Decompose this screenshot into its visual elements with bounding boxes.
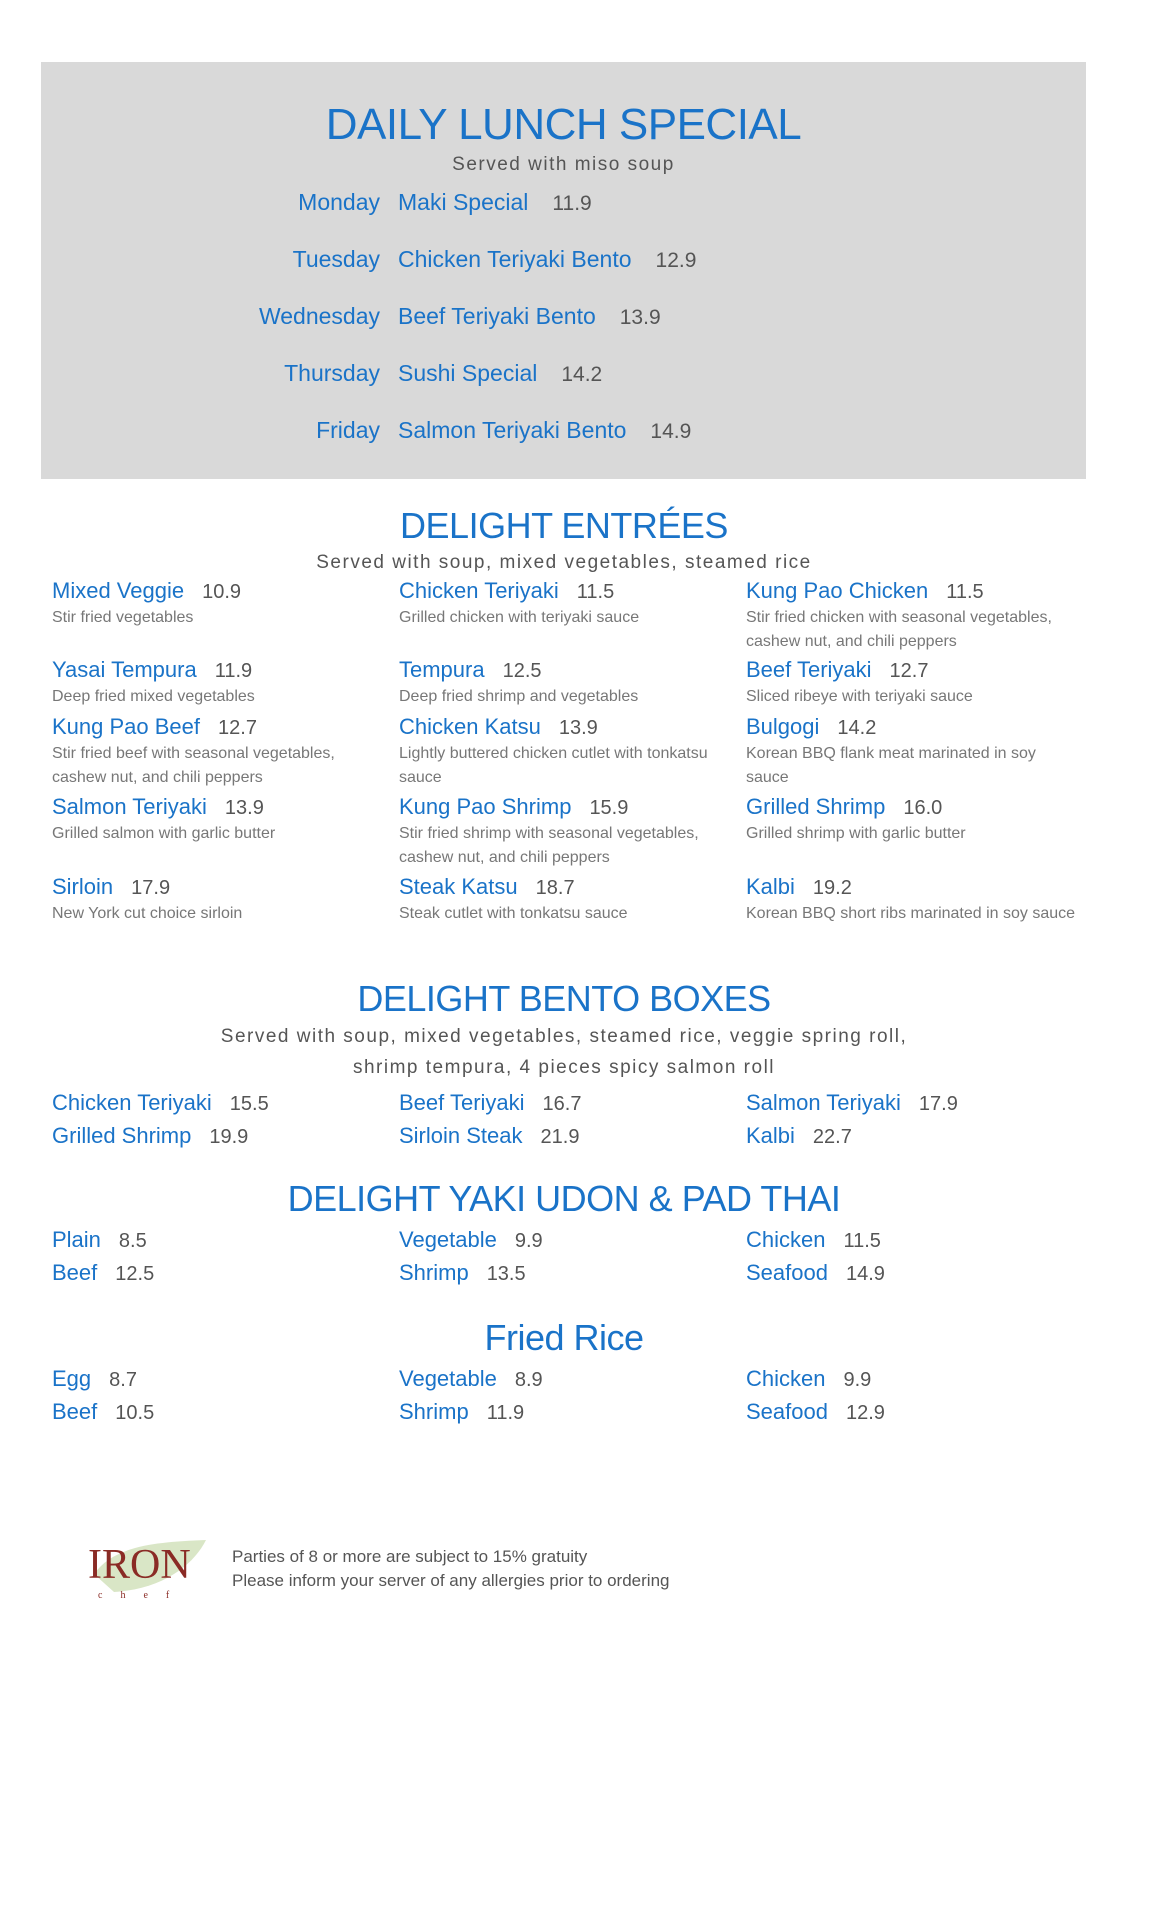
lunch-row-monday bbox=[41, 189, 1086, 219]
item-price: 13.9 bbox=[558, 717, 598, 739]
item-price: 11.9 bbox=[214, 660, 253, 682]
item-name: Salmon Teriyaki bbox=[52, 794, 207, 819]
entree-item bbox=[52, 794, 382, 846]
bento-item bbox=[399, 1123, 729, 1149]
entree-item bbox=[399, 874, 729, 926]
day-label: Thursday bbox=[284, 360, 380, 386]
lunch-row-friday bbox=[41, 417, 1086, 447]
item-price: 19.2 bbox=[812, 877, 852, 899]
rice-title: Fried Rice bbox=[484, 1317, 644, 1358]
entree-item bbox=[399, 794, 729, 870]
item-name: Egg bbox=[52, 1366, 92, 1391]
dish-price: 13.9 bbox=[619, 306, 661, 329]
item-name: Shrimp bbox=[399, 1399, 469, 1424]
rice-item bbox=[746, 1399, 1076, 1425]
entree-item bbox=[52, 874, 382, 926]
item-name: Chicken bbox=[746, 1366, 826, 1391]
item-price: 8.7 bbox=[109, 1369, 137, 1391]
item-price: 10.9 bbox=[202, 581, 242, 603]
item-price: 14.2 bbox=[837, 717, 877, 739]
item-name: Beef bbox=[52, 1260, 98, 1285]
entrees-title: DELIGHT ENTRÉES bbox=[400, 505, 728, 546]
item-name: Kalbi bbox=[746, 1123, 795, 1148]
item-name: Steak Katsu bbox=[399, 874, 518, 899]
item-desc: Sliced ribeye with teriyaki sauce bbox=[746, 688, 973, 705]
item-price: 11.5 bbox=[576, 581, 615, 603]
dish-price: 14.9 bbox=[650, 420, 692, 443]
item-price: 11.5 bbox=[843, 1230, 881, 1252]
day-label: Wednesday bbox=[258, 303, 380, 329]
item-price: 22.7 bbox=[812, 1126, 852, 1148]
item-price: 13.5 bbox=[486, 1263, 526, 1285]
item-name: Chicken Teriyaki bbox=[399, 578, 559, 603]
bento-title: DELIGHT BENTO BOXES bbox=[357, 978, 771, 1019]
bento-item bbox=[52, 1123, 382, 1149]
rice-item bbox=[52, 1366, 382, 1392]
item-price: 16.7 bbox=[542, 1093, 582, 1115]
udon-item bbox=[746, 1260, 1076, 1286]
entrees-subtitle: Served with soup, mixed vegetables, steamed rice bbox=[316, 552, 812, 573]
item-desc: Stir fried beef with seasonal vegetables, cashew nut, and chili peppers bbox=[52, 745, 335, 786]
lunch-subtitle: Served with miso soup bbox=[452, 154, 675, 175]
rice-item bbox=[52, 1399, 382, 1425]
entree-item bbox=[746, 874, 1076, 926]
item-name: Chicken bbox=[746, 1227, 826, 1252]
item-name: Bulgogi bbox=[746, 714, 820, 739]
item-price: 15.5 bbox=[229, 1093, 269, 1115]
dish-name: Salmon Teriyaki Bento bbox=[398, 417, 627, 443]
item-price: 17.9 bbox=[131, 877, 171, 899]
item-name: Sirloin bbox=[52, 874, 114, 899]
item-desc: Korean BBQ flank meat marinated in soy sauce bbox=[746, 745, 1036, 786]
item-price: 19.9 bbox=[209, 1126, 249, 1148]
item-desc: Stir fried chicken with seasonal vegetables, cashew nut, and chili peppers bbox=[746, 609, 1052, 650]
item-price: 13.9 bbox=[224, 797, 264, 819]
udon-item bbox=[52, 1260, 382, 1286]
lunch-row-tuesday bbox=[41, 246, 1086, 276]
item-price: 17.9 bbox=[918, 1093, 958, 1115]
item-price: 11.5 bbox=[946, 581, 984, 603]
item-desc: Korean BBQ short ribs marinated in soy sauce bbox=[746, 905, 1076, 922]
udon-title: DELIGHT YAKI UDON & PAD THAI bbox=[287, 1178, 841, 1219]
item-price: 8.5 bbox=[118, 1230, 147, 1252]
item-name: Vegetable bbox=[399, 1227, 497, 1252]
iron-chef-logo bbox=[84, 1534, 216, 1602]
item-name: Kalbi bbox=[746, 874, 795, 899]
item-price: 12.5 bbox=[115, 1263, 155, 1285]
item-price: 15.9 bbox=[589, 797, 629, 819]
udon-item bbox=[399, 1227, 729, 1253]
item-price: 10.5 bbox=[115, 1402, 155, 1424]
item-name: Vegetable bbox=[399, 1366, 497, 1391]
rice-item bbox=[399, 1366, 729, 1392]
dish-name: Beef Teriyaki Bento bbox=[398, 303, 596, 329]
item-name: Plain bbox=[52, 1227, 101, 1252]
logo-graphic bbox=[84, 1534, 216, 1602]
item-name: Seafood bbox=[746, 1399, 828, 1424]
item-name: Beef Teriyaki bbox=[746, 657, 872, 682]
udon-item bbox=[52, 1227, 382, 1253]
item-price: 9.9 bbox=[514, 1230, 543, 1252]
gratuity-note: Parties of 8 or more are subject to 15% gratuity bbox=[232, 1547, 588, 1566]
item-name: Chicken Katsu bbox=[399, 714, 541, 739]
lunch-row-thursday bbox=[41, 360, 1086, 390]
udon-item bbox=[746, 1227, 1076, 1253]
dish-name: Sushi Special bbox=[398, 360, 538, 386]
item-price: 8.9 bbox=[514, 1369, 543, 1391]
item-name: Grilled Shrimp bbox=[52, 1123, 192, 1148]
item-name: Shrimp bbox=[399, 1260, 469, 1285]
day-label: Monday bbox=[298, 189, 380, 215]
item-desc: Grilled salmon with garlic butter bbox=[52, 825, 276, 842]
item-price: 16.0 bbox=[903, 797, 943, 819]
item-name: Mixed Veggie bbox=[52, 578, 185, 603]
logo-subtext: chef bbox=[98, 1590, 188, 1601]
lunch-special-panel bbox=[41, 62, 1086, 479]
day-label: Friday bbox=[316, 417, 380, 443]
item-price: 18.7 bbox=[535, 877, 575, 899]
bento-item bbox=[746, 1090, 1076, 1116]
item-name: Tempura bbox=[399, 657, 485, 682]
item-name: Grilled Shrimp bbox=[746, 794, 886, 819]
bento-item bbox=[399, 1090, 729, 1116]
item-desc: New York cut choice sirloin bbox=[52, 905, 243, 922]
item-desc: Grilled chicken with teriyaki sauce bbox=[399, 609, 640, 626]
item-name: Sirloin Steak bbox=[399, 1123, 523, 1148]
entree-item bbox=[399, 657, 729, 709]
item-name: Salmon Teriyaki bbox=[746, 1090, 901, 1115]
item-price: 11.9 bbox=[486, 1402, 525, 1424]
item-desc: Deep fried mixed vegetables bbox=[52, 688, 255, 705]
item-desc: Grilled shrimp with garlic butter bbox=[746, 825, 966, 842]
entree-item bbox=[746, 794, 1076, 846]
entree-item bbox=[52, 657, 382, 709]
item-name: Beef Teriyaki bbox=[399, 1090, 525, 1115]
bento-subtitle-line2: shrimp tempura, 4 pieces spicy salmon roll bbox=[352, 1057, 776, 1078]
entree-item bbox=[399, 578, 729, 630]
item-price: 12.9 bbox=[845, 1402, 885, 1424]
item-price: 14.9 bbox=[845, 1263, 885, 1285]
dish-price: 11.9 bbox=[552, 192, 592, 215]
entree-item bbox=[746, 657, 1076, 709]
rice-item bbox=[399, 1399, 729, 1425]
entree-item bbox=[52, 714, 382, 790]
item-name: Chicken Teriyaki bbox=[52, 1090, 212, 1115]
footer-notes bbox=[232, 1545, 669, 1593]
item-name: Kung Pao Shrimp bbox=[399, 794, 572, 819]
allergy-note: Please inform your server of any allergies prior to ordering bbox=[232, 1571, 670, 1590]
lunch-row-wednesday bbox=[41, 303, 1086, 333]
dish-name: Maki Special bbox=[398, 189, 529, 215]
rice-item bbox=[746, 1366, 1076, 1392]
item-price: 12.5 bbox=[502, 660, 542, 682]
item-name: Seafood bbox=[746, 1260, 828, 1285]
entree-item bbox=[399, 714, 729, 790]
dish-name: Chicken Teriyaki Bento bbox=[398, 246, 632, 272]
entree-item bbox=[52, 578, 382, 630]
logo-text: IRON bbox=[88, 1542, 191, 1588]
item-price: 21.9 bbox=[540, 1126, 580, 1148]
entree-item bbox=[746, 714, 1076, 790]
dish-price: 12.9 bbox=[655, 249, 697, 272]
bento-subtitle-line1: Served with soup, mixed vegetables, steamed rice, veggie spring roll, bbox=[220, 1026, 908, 1047]
item-desc: Lightly buttered chicken cutlet with tonkatsu sauce bbox=[399, 745, 708, 786]
udon-item bbox=[399, 1260, 729, 1286]
item-name: Kung Pao Beef bbox=[52, 714, 201, 739]
entree-item bbox=[746, 578, 1076, 654]
item-desc: Deep fried shrimp and vegetables bbox=[399, 688, 639, 705]
item-name: Yasai Tempura bbox=[52, 657, 197, 682]
item-price: 12.7 bbox=[889, 660, 929, 682]
item-name: Kung Pao Chicken bbox=[746, 578, 929, 603]
dish-price: 14.2 bbox=[561, 363, 603, 386]
item-price: 9.9 bbox=[843, 1369, 872, 1391]
bento-item bbox=[52, 1090, 382, 1116]
lunch-title: DAILY LUNCH SPECIAL bbox=[325, 100, 802, 149]
item-name: Beef bbox=[52, 1399, 98, 1424]
item-price: 12.7 bbox=[218, 717, 257, 739]
bento-item bbox=[746, 1123, 1076, 1149]
day-label: Tuesday bbox=[292, 246, 380, 272]
item-desc: Stir fried vegetables bbox=[52, 609, 194, 626]
item-desc: Stir fried shrimp with seasonal vegetables, cashew nut, and chili peppers bbox=[399, 825, 699, 866]
item-desc: Steak cutlet with tonkatsu sauce bbox=[399, 905, 628, 922]
